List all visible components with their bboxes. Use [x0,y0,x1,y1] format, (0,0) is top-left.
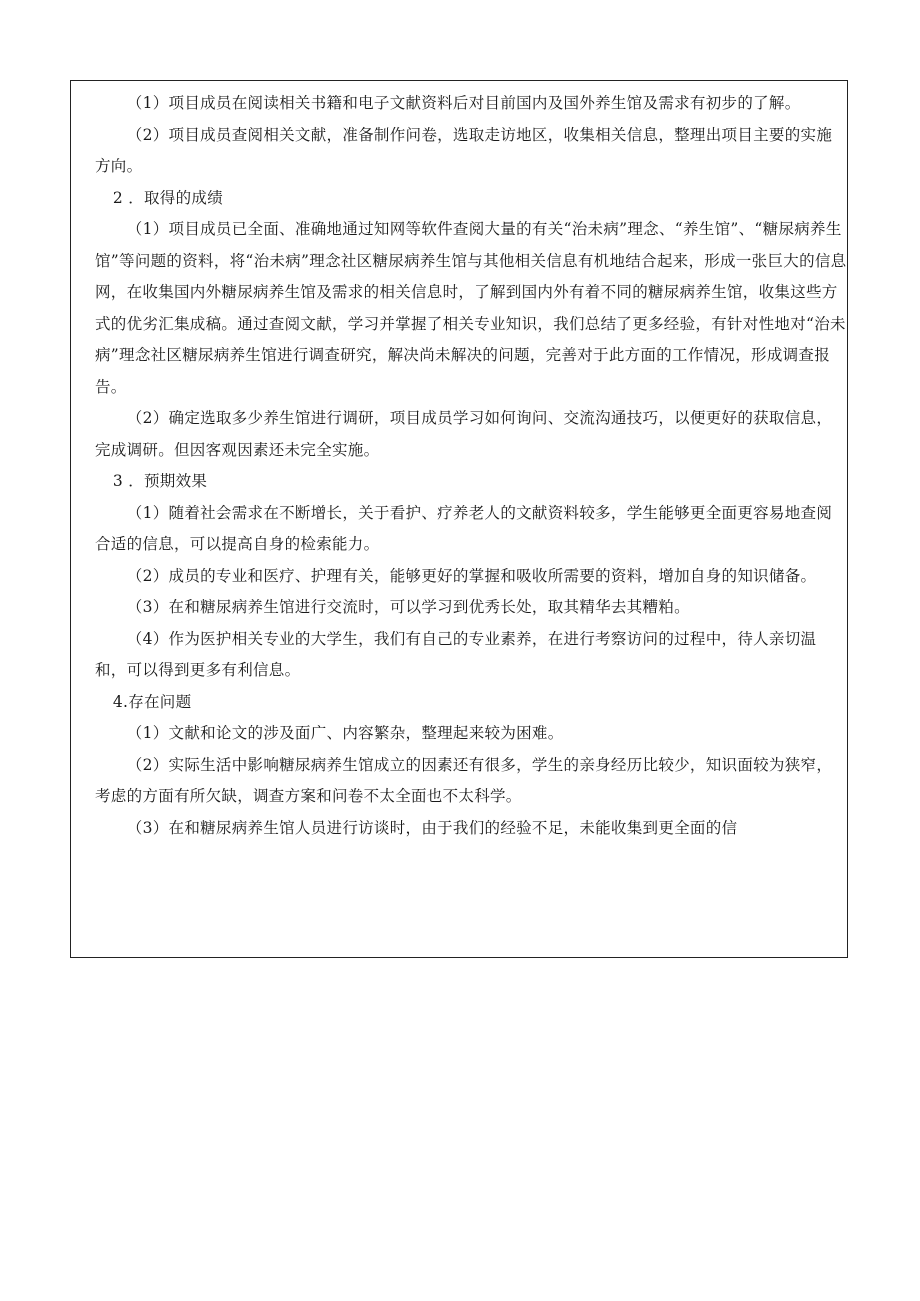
paragraph-1-1: （1）项目成员在阅读相关书籍和电子文献资料后对目前国内及国外养生馆及需求有初步的了解。 [126,94,801,112]
section-heading-achievements: 2 ．取得的成绩 [112,188,224,207]
paragraph-3-1: （1）随着社会需求在不断增长，关于看护、疗养老人的文献资料较多，学生能够更全面更容易地查阅合适的信息，可以提高自身的检索能力。 [95,503,833,553]
paragraph-2-1: （1）项目成员已全面、准确地通过知网等软件查阅大量的有关“治未病”理念、“养生馆”、“糖尿病养生馆”等问题的资料，将“治未病”理念社区糖尿病养生馆与其他相关信息有机地结合起来，形成一张巨大的信息网，在收集国内外糖尿病养生馆及需求的相关信息时，了解到国内外有着不同的糖尿病养生馆，收集这些方式的优劣汇集成稿。通过查阅文献，学习并掌握了相关专业知识，我们总结了更多经验，有针对性地对“治未病”理念社区糖尿病养生馆进行调查研究，解决尚未解决的问题，完善对于此方面的工作情况，形成调查报告。 [95,220,847,396]
paragraph-4-3: （3）在和糖尿病养生馆人员进行访谈时，由于我们的经验不足，未能收集到更全面的信 [126,818,738,837]
document-body [95,88,847,844]
section-heading-expected-effects: 3 ．预期效果 [112,472,208,490]
paragraph-1-2: （2）项目成员查阅相关文献，准备制作问卷，选取走访地区，收集相关信息，整理出项目主要的实施方向。 [95,125,833,175]
paragraph-3-4: （4）作为医护相关专业的大学生，我们有自己的专业素养，在进行考察访问的过程中，待人亲切温和，可以得到更多有利信息。 [95,629,817,679]
paragraph-3-2: （2）成员的专业和医疗、护理有关，能够更好的掌握和吸收所需要的资料，增加自身的知识储备。 [126,566,817,585]
section-heading-problems: 4.存在问题 [112,692,192,711]
paragraph-2-2: （2）确定选取多少养生馆进行调研，项目成员学习如何询问、交流沟通技巧，以便更好的获取信息，完成调研。但因客观因素还未完全实施。 [95,409,833,459]
paragraph-4-2: （2）实际生活中影响糖尿病养生馆成立的因素还有很多，学生的亲身经历比较少，知识面较为狭窄，考虑的方面有所欠缺，调查方案和问卷不太全面也不太科学。 [95,755,833,805]
paragraph-3-3: （3）在和糖尿病养生馆进行交流时，可以学习到优秀长处，取其精华去其糟粕。 [126,598,690,616]
paragraph-4-1: （1）文献和论文的涉及面广、内容繁杂，整理起来较为困难。 [126,724,564,742]
